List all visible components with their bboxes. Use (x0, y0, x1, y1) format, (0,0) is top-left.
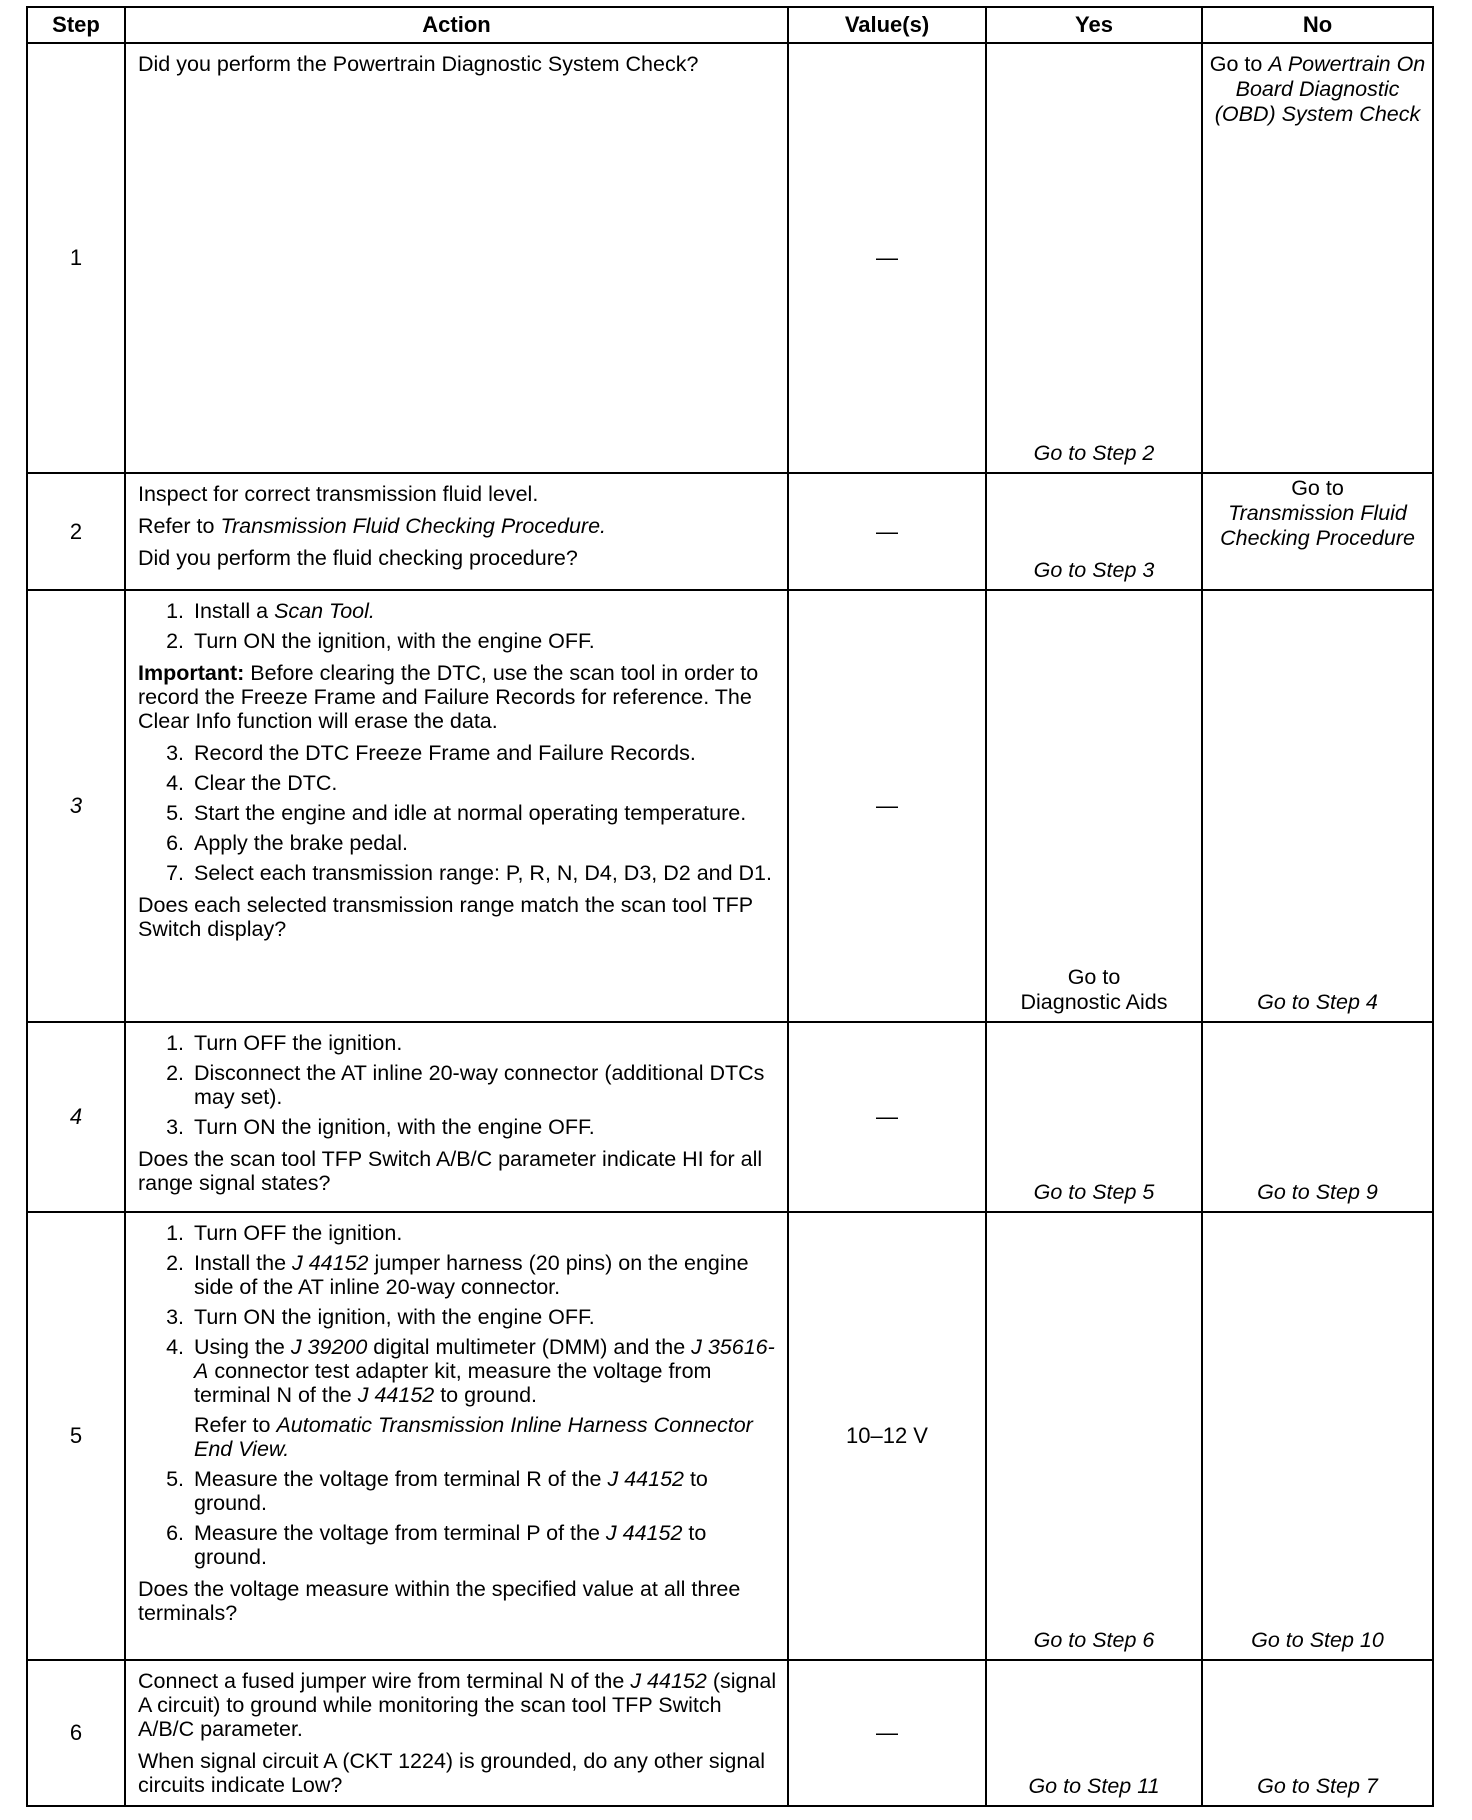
no-action-link[interactable] (1202, 473, 1433, 590)
header-action: Action (125, 7, 788, 43)
list-item: 5. Start the engine and idle at normal operating temperature. (190, 801, 777, 825)
list-item (190, 1251, 777, 1299)
yes-action-link[interactable]: Go to Step 6 (986, 1212, 1202, 1660)
yes-action-link[interactable] (986, 590, 1202, 1022)
table-row (27, 473, 1433, 590)
yes-action-link[interactable]: Go to Step 2 (986, 43, 1202, 473)
step-value: — (788, 1022, 986, 1212)
step-value: — (788, 43, 986, 473)
table-row (27, 1212, 1433, 1660)
step-number: 5 (27, 1212, 125, 1660)
tool-reference: J 44152 (605, 1521, 683, 1545)
table-row (27, 590, 1433, 1022)
no-action-link[interactable] (1202, 43, 1433, 473)
header-row (27, 7, 1433, 43)
header-step: Step (27, 7, 125, 43)
step-action (125, 1660, 788, 1806)
yes-prefix: Go to (1067, 965, 1121, 989)
step-question: When signal circuit A (CKT 1224) is grounded, do any other signal circuits indicate Low? (138, 1749, 766, 1797)
step-value: — (788, 1660, 986, 1806)
no-action-link[interactable]: Go to Step 9 (1202, 1022, 1433, 1212)
list-item: 2. Turn ON the ignition, with the engine OFF. (190, 629, 777, 653)
tool-reference: J 39200 (290, 1335, 368, 1359)
step-question: Does the voltage measure within the specified value at all three terminals? (138, 1577, 741, 1625)
item-text: Install a (194, 599, 275, 623)
step-question: Did you perform the Powertrain Diagnostic System Check? (138, 52, 699, 76)
header-values: Value(s) (788, 7, 986, 43)
step-reference (194, 1413, 777, 1461)
item-text: Measure the voltage from terminal R of the (194, 1467, 608, 1491)
item-text: jumper harness (20 pins) on the engine side of the AT inline 20-way connector. (194, 1251, 749, 1299)
important-text: Before clearing the DTC, use the scan tool in order to record the Freeze Frame and Failure Records for reference. The Clear Info function will erase the data. (138, 661, 759, 733)
tool-reference: J 44152 (607, 1467, 684, 1491)
table-row (27, 1660, 1433, 1806)
list-item: 7. Select each transmission range: P, R, N, D4, D3, D2 and D1. (190, 861, 777, 885)
no-reference[interactable]: A Powertrain On Board Diagnostic (OBD) System Check (1214, 52, 1426, 126)
list-item: 3. Record the DTC Freeze Frame and Failure Records. (190, 741, 777, 765)
tool-reference: J 44152 (357, 1383, 435, 1407)
yes-action-link[interactable]: Go to Step 5 (986, 1022, 1202, 1212)
yes-action-link[interactable]: Go to Step 11 (986, 1660, 1202, 1806)
item-text: digital multimeter (DMM) and the (367, 1335, 692, 1359)
item-text: Measure the voltage from terminal P of the (194, 1521, 606, 1545)
step-action (125, 473, 788, 590)
step-action (125, 1212, 788, 1660)
list-item (190, 599, 777, 623)
step-reference (138, 514, 777, 538)
table-row (27, 43, 1433, 473)
item-text: to ground. (194, 1467, 708, 1515)
yes-reference[interactable]: Diagnostic Aids (1020, 990, 1168, 1014)
header-no: No (1202, 7, 1433, 43)
important-label: Important: (138, 661, 245, 685)
item-text: to ground. (434, 1383, 538, 1407)
no-action-link[interactable]: Go to Step 4 (1202, 590, 1433, 1022)
list-item: 1. Turn OFF the ignition. (190, 1221, 777, 1245)
header-yes: Yes (986, 7, 1202, 43)
list-item: 1. Turn OFF the ignition. (190, 1031, 777, 1055)
step-number: 1 (27, 43, 125, 473)
reference-link[interactable]: Automatic Transmission Inline Harness Connector End View. (194, 1413, 753, 1461)
item-text: Using the (194, 1335, 291, 1359)
list-item: 3. Turn ON the ignition, with the engine OFF. (190, 1115, 777, 1139)
step-question: Does the scan tool TFP Switch A/B/C parameter indicate HI for all range signal states? (138, 1147, 763, 1195)
important-note (138, 661, 777, 733)
step-list (138, 599, 777, 653)
step-number: 2 (27, 473, 125, 590)
step-action (125, 1022, 788, 1212)
step-number: 6 (27, 1660, 125, 1806)
list-item: 4. Clear the DTC. (190, 771, 777, 795)
step-number: 4 (27, 1022, 125, 1212)
no-prefix: Go to (1209, 52, 1269, 76)
tool-reference: J 44152 (292, 1251, 369, 1275)
step-question: Did you perform the fluid checking procedure? (138, 546, 578, 570)
reference-prefix: Refer to (138, 514, 221, 538)
item-text: Install the (194, 1251, 292, 1275)
step-question: Does each selected transmission range match the scan tool TFP Switch display? (138, 893, 753, 941)
step-list (138, 741, 777, 885)
tool-reference: J 44152 (630, 1669, 707, 1693)
item-text: Connect a fused jumper wire from terminal N of the (138, 1669, 631, 1693)
no-reference[interactable]: Transmission Fluid Checking Procedure (1220, 501, 1415, 550)
list-item: 2. Disconnect the AT inline 20-way connector (additional DTCs may set). (190, 1061, 777, 1109)
step-instruction: Inspect for correct transmission fluid level. (138, 482, 539, 506)
list-item (190, 1521, 777, 1569)
step-action (125, 590, 788, 1022)
step-list (138, 1221, 777, 1569)
step-list (138, 1031, 777, 1139)
yes-action-link[interactable]: Go to Step 3 (986, 473, 1202, 590)
item-text: connector test adapter kit, measure the voltage from terminal N of the (194, 1359, 712, 1407)
step-instruction (138, 1669, 777, 1741)
step-value: — (788, 590, 986, 1022)
step-number: 3 (27, 590, 125, 1022)
step-value: 10–12 V (788, 1212, 986, 1660)
list-item: 3. Turn ON the ignition, with the engine OFF. (190, 1305, 777, 1329)
list-item: 6. Apply the brake pedal. (190, 831, 777, 855)
item-text: to ground. (194, 1521, 707, 1569)
no-action-link[interactable]: Go to Step 7 (1202, 1660, 1433, 1806)
no-prefix: Go to (1291, 476, 1344, 500)
item-text: (signal A circuit) to ground while monitoring the scan tool TFP Switch A/B/C parameter. (138, 1669, 777, 1741)
step-action (125, 43, 788, 473)
diagnostic-table (26, 6, 1434, 1807)
no-action-link[interactable]: Go to Step 10 (1202, 1212, 1433, 1660)
step-value: — (788, 473, 986, 590)
tool-reference: J 35616-A (194, 1335, 775, 1383)
table-row (27, 1022, 1433, 1212)
reference-prefix: Refer to (194, 1413, 277, 1437)
list-item (190, 1467, 777, 1515)
reference-link[interactable]: Transmission Fluid Checking Procedure. (220, 514, 607, 538)
reference-link[interactable]: Scan Tool. (274, 599, 375, 623)
list-item (190, 1335, 777, 1461)
